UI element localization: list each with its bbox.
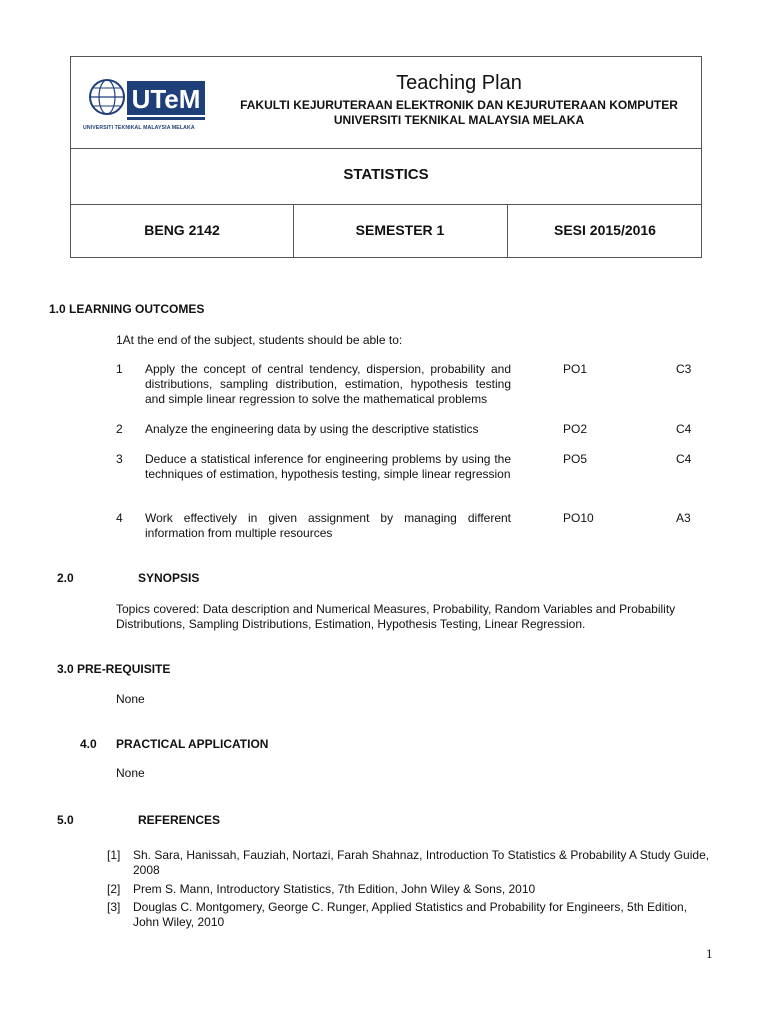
outcome-level: C4 — [676, 422, 692, 436]
synopsis-heading: SYNOPSIS — [138, 571, 200, 585]
outcome-number: 4 — [116, 511, 123, 525]
outcome-po: PO2 — [563, 422, 588, 436]
page-number: 1 — [706, 946, 713, 961]
reference-text: Prem S. Mann, Introductory Statistics, 7th Edition, John Wiley & Sons, 2010 — [133, 882, 536, 896]
reference-tag: [2] — [107, 882, 121, 896]
learning-outcomes-heading: 1.0 LEARNING OUTCOMES — [49, 302, 205, 316]
reference-text: Sh. Sara, Hanissah, Fauziah, Nortazi, Farah Shahnaz, Introduction To Statistics & Probability A Study Guide, 2008 — [133, 848, 710, 877]
semester: SEMESTER 1 — [355, 222, 445, 238]
outcome-text: Deduce a statistical inference for engineering problems by using the techniques of estimation, hypothesis testing, simple linear regression — [145, 452, 511, 481]
document-title: Teaching Plan — [396, 72, 522, 94]
university-name: UNIVERSITI TEKNIKAL MALAYSIA MELAKA — [333, 113, 585, 127]
synopsis-number: 2.0 — [57, 571, 74, 585]
svg-text:UTeM: UTeM — [131, 84, 201, 114]
synopsis-text: Topics covered: Data description and Numerical Measures, Probability, Random Variables and Probability Distributions, Sampling Distributions, Estimation, Hypothesis Testing, Linear Regression. — [116, 602, 676, 631]
session: SESI 2015/2016 — [554, 222, 656, 238]
course-info-row — [71, 204, 701, 258]
outcome-text: Analyze the engineering data by using the descriptive statistics — [145, 422, 479, 436]
prerequisite-heading: 3.0 PRE-REQUISITE — [57, 662, 171, 676]
outcome-po: PO10 — [563, 511, 594, 525]
course-code: BENG 2142 — [144, 222, 220, 238]
outcome-level: C3 — [676, 362, 692, 376]
outcome-number: 2 — [116, 422, 123, 436]
header-title-row — [71, 57, 701, 149]
prerequisite-text: None — [116, 692, 145, 706]
reference-tag: [3] — [107, 900, 121, 914]
reference-text: Douglas C. Montgomery, George C. Runger, Applied Statistics and Probability for Engineers, 5th Edition, John Wiley, 2010 — [133, 900, 688, 929]
practical-heading: PRACTICAL APPLICATION — [116, 737, 269, 751]
outcome-po: PO1 — [563, 362, 588, 376]
practical-text: None — [116, 766, 145, 780]
outcome-number: 3 — [116, 452, 123, 466]
outcome-text: Apply the concept of central tendency, dispersion, probability and distributions, sampling distribution, estimation, hypothesis testing and simple linear regression to solve the mathematical problems — [145, 362, 511, 406]
outcome-number: 1 — [116, 362, 123, 376]
learning-outcomes-intro: 1At the end of the subject, students should be able to: — [116, 333, 403, 347]
references-number: 5.0 — [57, 813, 74, 827]
practical-number: 4.0 — [80, 737, 97, 751]
header-table — [70, 56, 702, 258]
logo-caption: UNIVERSITI TEKNIKAL MALAYSIA MELAKA — [83, 125, 195, 131]
faculty-name: FAKULTI KEJURUTERAAN ELEKTRONIK DAN KEJURUTERAAN KOMPUTER — [240, 98, 678, 112]
outcome-level: C4 — [676, 452, 692, 466]
reference-tag: [1] — [107, 848, 121, 862]
outcome-po: PO5 — [563, 452, 588, 466]
references-heading: REFERENCES — [138, 813, 221, 827]
outcome-text: Work effectively in given assignment by managing different information from multiple resources — [145, 511, 511, 540]
course-name-row — [71, 148, 701, 205]
course-name: STATISTICS — [343, 166, 429, 183]
outcome-level: A3 — [676, 511, 691, 525]
